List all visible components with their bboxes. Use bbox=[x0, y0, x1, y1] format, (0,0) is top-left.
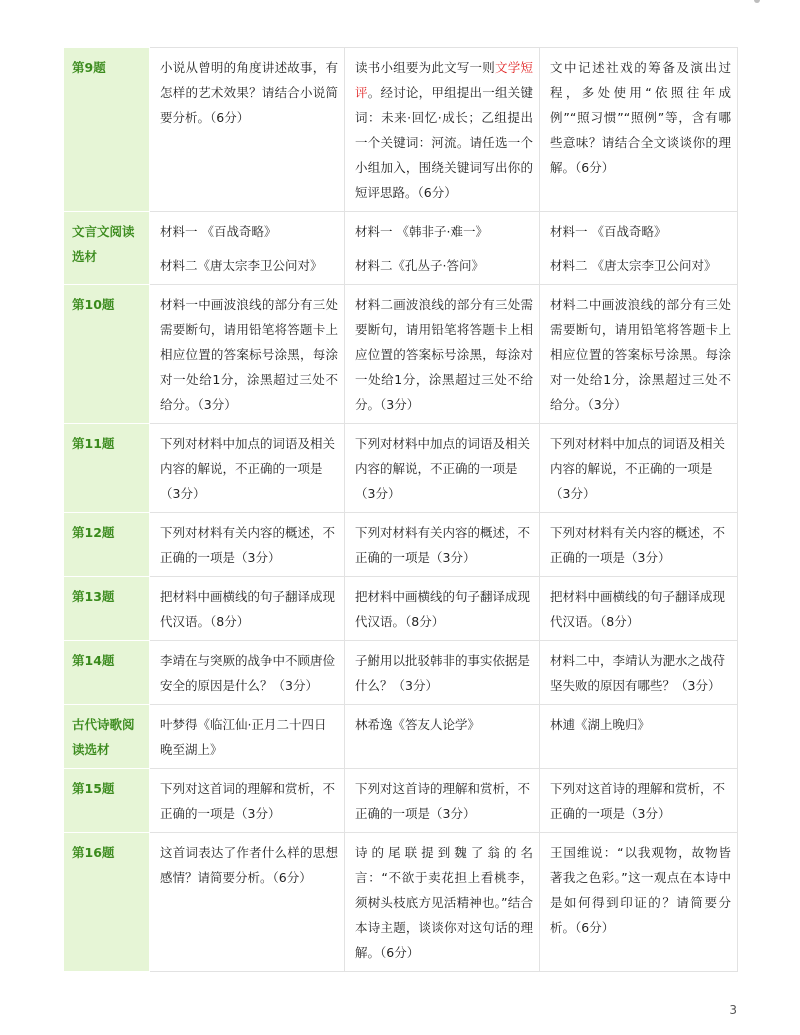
cell-line: 材料一 《韩非子·难一》 bbox=[355, 224, 488, 239]
table-cell bbox=[150, 212, 345, 285]
table-cell: 诗的尾联提到魏了翁的名言：“不欲于卖花担上看桃李，须树头枝底方见活精神也。”结合本诗主题，谈谈你对这句话的理解。（6分） bbox=[345, 833, 540, 972]
table-cell: 下列对材料中加点的词语及相关内容的解说，不正确的一项是 （3分） bbox=[540, 424, 738, 513]
row-label: 第11题 bbox=[64, 424, 150, 513]
table-cell: 把材料中画横线的句子翻译成现代汉语。（8分） bbox=[345, 577, 540, 641]
cell-line: 材料二《唐太宗李卫公问对》 bbox=[160, 258, 323, 273]
table-cell: 下列对材料中加点的词语及相关内容的解说，不正确的一项是（3分） bbox=[345, 424, 540, 513]
question-comparison-table bbox=[63, 47, 738, 972]
table-cell: 李靖在与突厥的战争中不顾唐俭安全的原因是什么？（3分） bbox=[150, 641, 345, 705]
table-row bbox=[64, 513, 738, 577]
row-label: 古代诗歌阅读选材 bbox=[64, 705, 150, 769]
table-cell: 下列对这首诗的理解和赏析，不正确的一项是（3分） bbox=[540, 769, 738, 833]
table-cell: 把材料中画横线的句子翻译成现代汉语。（8分） bbox=[540, 577, 738, 641]
row-label: 第14题 bbox=[64, 641, 150, 705]
row-label: 第10题 bbox=[64, 285, 150, 424]
page-dot bbox=[754, 0, 760, 3]
table-cell: 文中记述社戏的筹备及演出过程，多处使用“依照往年成例”“照习惯”“照例”等，含有哪些意味？请结合全文谈谈你的理解。（6分） bbox=[540, 48, 738, 212]
table-cell: 林希逸《答友人论学》 bbox=[345, 705, 540, 769]
table-cell: 材料二中，李靖认为淝水之战苻坚失败的原因有哪些？（3分） bbox=[540, 641, 738, 705]
table-row bbox=[64, 424, 738, 513]
page-number: 3 bbox=[729, 1003, 737, 1017]
top-edge bbox=[0, 0, 800, 6]
table-row bbox=[64, 577, 738, 641]
cell-line: 材料二 《唐太宗李卫公问对》 bbox=[550, 258, 717, 273]
table-cell: 小说从曾明的角度讲述故事，有怎样的艺术效果？请结合小说简要分析。（6分） bbox=[150, 48, 345, 212]
table-row bbox=[64, 285, 738, 424]
table-row bbox=[64, 705, 738, 769]
table-cell: 材料二画波浪线的部分有三处需要断句，请用铅笔将答题卡上相应位置的答案标号涂黑，每涂对一处给1分，涂黑超过三处不给分。（3分） bbox=[345, 285, 540, 424]
row-label: 第9题 bbox=[64, 48, 150, 212]
table-cell: 下列对这首诗的理解和赏析，不正确的一项是（3分） bbox=[345, 769, 540, 833]
cell-line: 材料一 《百战奇略》 bbox=[160, 224, 277, 239]
table-row bbox=[64, 641, 738, 705]
table-cell: 下列对材料有关内容的概述，不正确的一项是（3分） bbox=[540, 513, 738, 577]
row-label: 第12题 bbox=[64, 513, 150, 577]
table-cell: 王国维说：“以我观物，故物皆著我之色彩。”这一观点在本诗中是如何得到印证的？请简要分析。（6分） bbox=[540, 833, 738, 972]
row-label: 第16题 bbox=[64, 833, 150, 972]
table-cell: 把材料中画横线的句子翻译成现代汉语。（8分） bbox=[150, 577, 345, 641]
cell-line: 材料一 《百战奇略》 bbox=[550, 224, 667, 239]
row-label: 第13题 bbox=[64, 577, 150, 641]
table-row bbox=[64, 833, 738, 972]
table-cell: 子鮒用以批驳韩非的事实依据是什么？（3分） bbox=[345, 641, 540, 705]
table-cell: 下列对材料有关内容的概述，不正确的一项是（3分） bbox=[150, 513, 345, 577]
table-cell: 下列对材料有关内容的概述，不正确的一项是（3分） bbox=[345, 513, 540, 577]
table-row bbox=[64, 212, 738, 285]
row-label: 文言文阅读选材 bbox=[64, 212, 150, 285]
table-cell: 这首词表达了作者什么样的思想感情？请简要分析。（6分） bbox=[150, 833, 345, 972]
table-row bbox=[64, 48, 738, 212]
table-row bbox=[64, 769, 738, 833]
row-label: 第15题 bbox=[64, 769, 150, 833]
highlighted-term: 文学短评 bbox=[355, 60, 533, 100]
table-cell bbox=[540, 212, 738, 285]
table-cell: 叶梦得《临江仙·正月二十四日晚至湖上》 bbox=[150, 705, 345, 769]
cell-line: 材料二《孔丛子·答问》 bbox=[355, 258, 484, 273]
table-cell: 下列对这首词的理解和赏析，不正确的一项是（3分） bbox=[150, 769, 345, 833]
table-cell: 下列对材料中加点的词语及相关内容的解说，不正确的一项是（3分） bbox=[150, 424, 345, 513]
cell-text: 读书小组要为此文写一则 bbox=[355, 60, 496, 75]
table-cell: 材料一中画波浪线的部分有三处需要断句，请用铅笔将答题卡上相应位置的答案标号涂黑，每涂对一处给1分，涂黑超过三处不给分。（3分） bbox=[150, 285, 345, 424]
cell-text: 。经讨论，甲组提出一组关键词：未来·回忆·成长；乙组提出一个关键词：河流。请任选一个小组加入，围绕关键词写出你的短评思路。（6分） bbox=[355, 85, 533, 200]
table-cell: 林逋《湖上晚归》 bbox=[540, 705, 738, 769]
table-cell bbox=[345, 212, 540, 285]
table-cell bbox=[345, 48, 540, 212]
table-cell: 材料二中画波浪线的部分有三处需要断句，请用铅笔将答题卡上相应位置的答案标号涂黑。每涂对一处给1分，涂黑超过三处不给分。（3分） bbox=[540, 285, 738, 424]
